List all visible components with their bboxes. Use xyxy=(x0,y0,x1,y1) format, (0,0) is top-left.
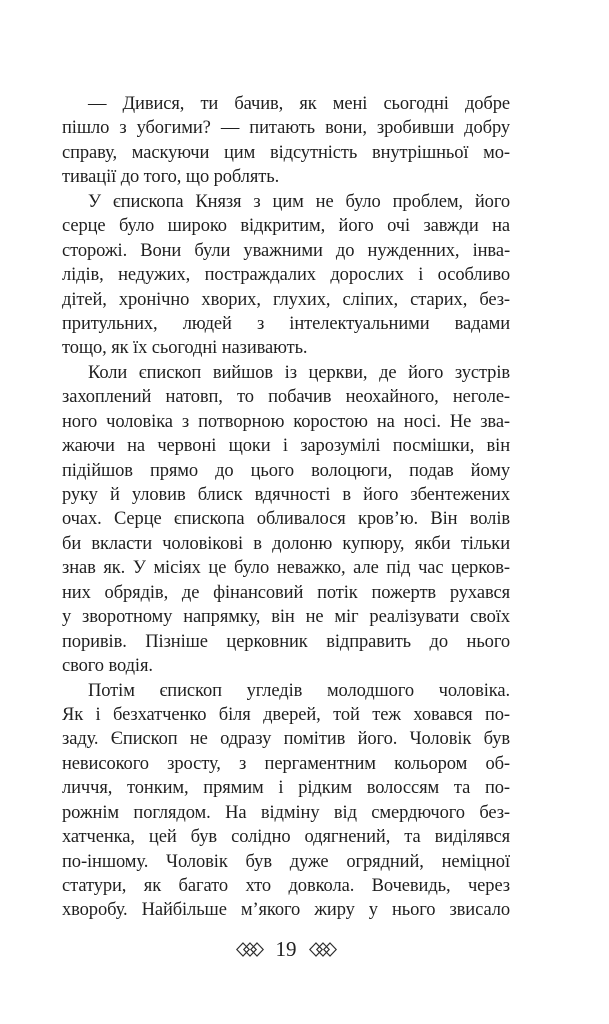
text-line: Як і безхатченко біля дверей, той теж ховався по- xyxy=(62,704,510,725)
text-line: лідів, недужих, постраждалих дорослих і особливо xyxy=(62,265,510,286)
text-line: по-іншому. Чоловік був дуже огрядний, неміцної xyxy=(62,851,510,872)
text-block xyxy=(62,92,510,923)
triple-diamond-ornament-icon xyxy=(236,942,264,957)
text-line: них обрядів, де фінансовий потік пожертв рухався xyxy=(62,582,510,603)
triple-diamond-ornament-icon xyxy=(309,942,337,957)
text-line: серце було широко відкритим, його очі завжди на xyxy=(62,216,510,237)
text-line: — Дивися, ти бачив, як мені сьогодні добре xyxy=(88,94,510,114)
text-line: личчя, тонким, прямим і рідким волоссям та по- xyxy=(62,778,510,799)
text-line: хатченка, цей був солідно одягнений, та виділявся xyxy=(62,827,510,848)
paragraph xyxy=(62,190,510,361)
text-line: знав як. У місіях це було неважко, але під час церков- xyxy=(62,558,510,579)
text-line: ного чоловіка з потворною коростою на носі. Не зва- xyxy=(62,411,510,432)
page-footer xyxy=(62,936,510,962)
text-line: захоплений натовп, то побачив неохайного, неголе- xyxy=(62,387,510,408)
text-line: дітей, хронічно хворих, глухих, сліпих, старих, без- xyxy=(62,289,510,310)
text-line: поривів. Пізніше церковник відправить до нього xyxy=(62,631,510,652)
text-line: Потім єпископ угледів молодшого чоловіка. xyxy=(88,680,510,701)
text-line: притульних, людей з інтелектуальними вадами xyxy=(62,313,510,334)
paragraph xyxy=(62,361,510,679)
text-line: підійшов прямо до цього волоцюги, подав йому xyxy=(62,460,510,481)
text-line: пішло з убогими? — питають вони, зробивши добру xyxy=(62,118,510,139)
text-line: справу, маскуючи цим відсутність внутрішньої мо- xyxy=(62,142,510,163)
text-line: тощо, як їх сьогодні називають. xyxy=(62,338,308,359)
text-line: руку й уловив блиск вдячності в його збентежених xyxy=(62,485,510,505)
text-line: статури, як багато хто довкола. Вочевидь, через xyxy=(62,876,510,896)
page-number: 19 xyxy=(275,937,297,961)
text-line: очах. Серце єпископа обливалося кров’ю. Він волів xyxy=(62,509,510,530)
text-line: рожнім поглядом. На відміну від смердючого без- xyxy=(62,802,510,823)
text-line: би вкласти чоловікові в долоню купюру, якби тільки xyxy=(62,533,510,554)
text-line: тивації до того, що роблять. xyxy=(62,167,280,188)
text-line: невисокого зросту, з пергаментним кольором об- xyxy=(62,753,510,774)
text-line: заду. Єпископ не одразу помітив його. Чоловік був xyxy=(62,729,510,750)
text-line: сторожі. Вони були уважними до нужденних, інва- xyxy=(62,240,510,261)
text-line: у зворотному напрямку, він не міг реалізувати своїх xyxy=(62,607,510,628)
text-line: хворобу. Найбільше м’якого жиру у нього звисало xyxy=(62,900,510,921)
text-line: У єпископа Князя з цим не було проблем, його xyxy=(88,191,510,212)
paragraph xyxy=(62,92,510,190)
text-line: жаючи на червоні щоки і зарозумілі посмішки, він xyxy=(62,436,510,457)
text-line: свого водія. xyxy=(62,656,153,677)
text-line: Коли єпископ вийшов із церкви, де його зустрів xyxy=(88,362,510,383)
paragraph xyxy=(62,679,510,923)
